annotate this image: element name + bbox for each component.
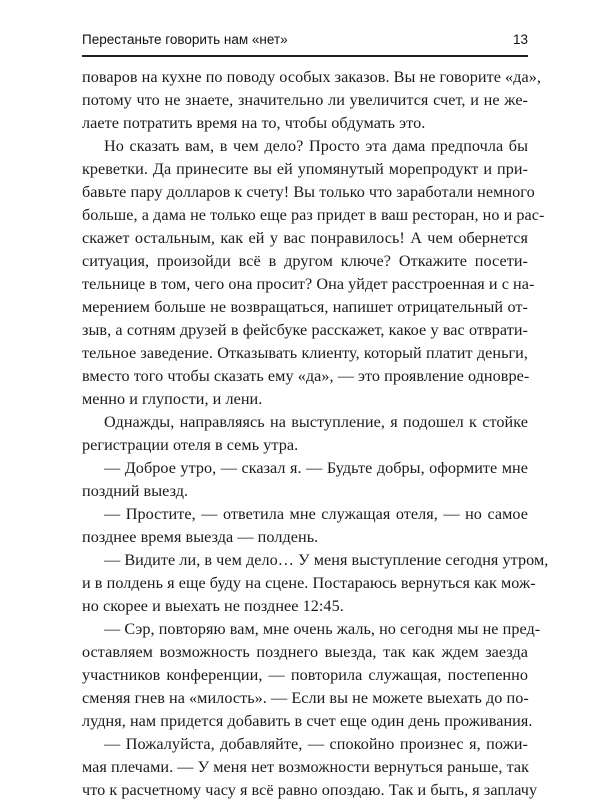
text-line: что к расчетному часу я всё равно опоздаю. Так и быть, я заплачу (82, 781, 538, 799)
text-line: — Доброе утро, — сказал я. — Будьте добры, оформите мне (104, 459, 528, 477)
text-line: регистрации отеля в семь утра. (82, 436, 299, 454)
text-line: поваров на кухне по поводу особых заказов. Вы не говорите «да», (82, 68, 541, 86)
text-line: позднее время выезда — полдень. (82, 528, 319, 546)
running-title: Перестаньте говорить нам «нет» (82, 32, 288, 47)
text-line: но скорее и выехать не позднее 12:45. (82, 597, 344, 615)
text-line: тельнице в том, чего она просит? Она уйдет расстроенная и с на- (82, 275, 535, 293)
text-line: участников конференции, — повторила служащая, постепенно (82, 666, 528, 684)
header-rule (82, 55, 528, 57)
text-line: вместо того чтобы сказать ему «да», — это проявление одновре- (82, 367, 530, 385)
text-line: потому что не знаете, значительно ли увеличится счет, и не же- (82, 91, 528, 109)
text-line: — Пожалуйста, добавляйте, — спокойно произнес я, пожи- (104, 735, 528, 753)
text-line: менно и глупости, и лени. (82, 390, 263, 408)
text-line: — Сэр, повторяю вам, мне очень жаль, но сегодня мы не пред- (104, 620, 541, 638)
text-line: мая плечами. — У меня нет возможности вернуться раньше, так (82, 758, 530, 776)
text-line: ситуация, произойди всё в другом ключе? Откажите посети- (82, 252, 528, 270)
text-line: креветки. Да принесите вы ей упомянутый морепродукт и при- (82, 160, 528, 178)
page-number: 13 (512, 32, 528, 47)
body-text (82, 66, 549, 802)
text-line: лаете потратить время на то, чтобы обдумать это. (82, 114, 426, 132)
text-line: поздний выезд. (82, 482, 189, 500)
running-header (82, 32, 528, 47)
text-line: бавьте пару долларов к счету! Вы только что заработали немного (82, 183, 535, 201)
text-line: Однажды, направляясь на выступление, я подошел к стойке (104, 413, 528, 431)
text-line: лудня, нам придется добавить в счет еще один день проживания. (82, 712, 533, 730)
text-line: больше, а дама не только еще раз придет в ваш ресторан, но и рас- (82, 206, 545, 224)
text-line: — Видите ли, в чем дело… У меня выступление сегодня утром, (104, 551, 549, 569)
text-line: сменяя гнев на «милость». — Если вы не можете выехать до по- (82, 689, 529, 707)
text-line: — Простите, — ответила мне служащая отеля, — но самое (104, 505, 528, 523)
text-line: зыв, а сотням друзей в фейсбуке расскажет, какое у вас отврати- (82, 321, 528, 339)
text-line: тельное заведение. Отказывать клиенту, который платит деньги, (82, 344, 528, 362)
text-line: оставляем возможность позднего выезда, так как ждем заезда (82, 643, 528, 661)
text-line: и в полдень я еще буду на сцене. Постараюсь вернуться как мож- (82, 574, 536, 592)
text-line: мерением больше не возвращаться, напишет отрицательный от- (82, 298, 528, 316)
text-line: скажет остальным, как ей у вас понравилось! А чем обернется (82, 229, 528, 247)
text-line: Но сказать вам, в чем дело? Просто эта дама предпочла бы (104, 137, 528, 155)
